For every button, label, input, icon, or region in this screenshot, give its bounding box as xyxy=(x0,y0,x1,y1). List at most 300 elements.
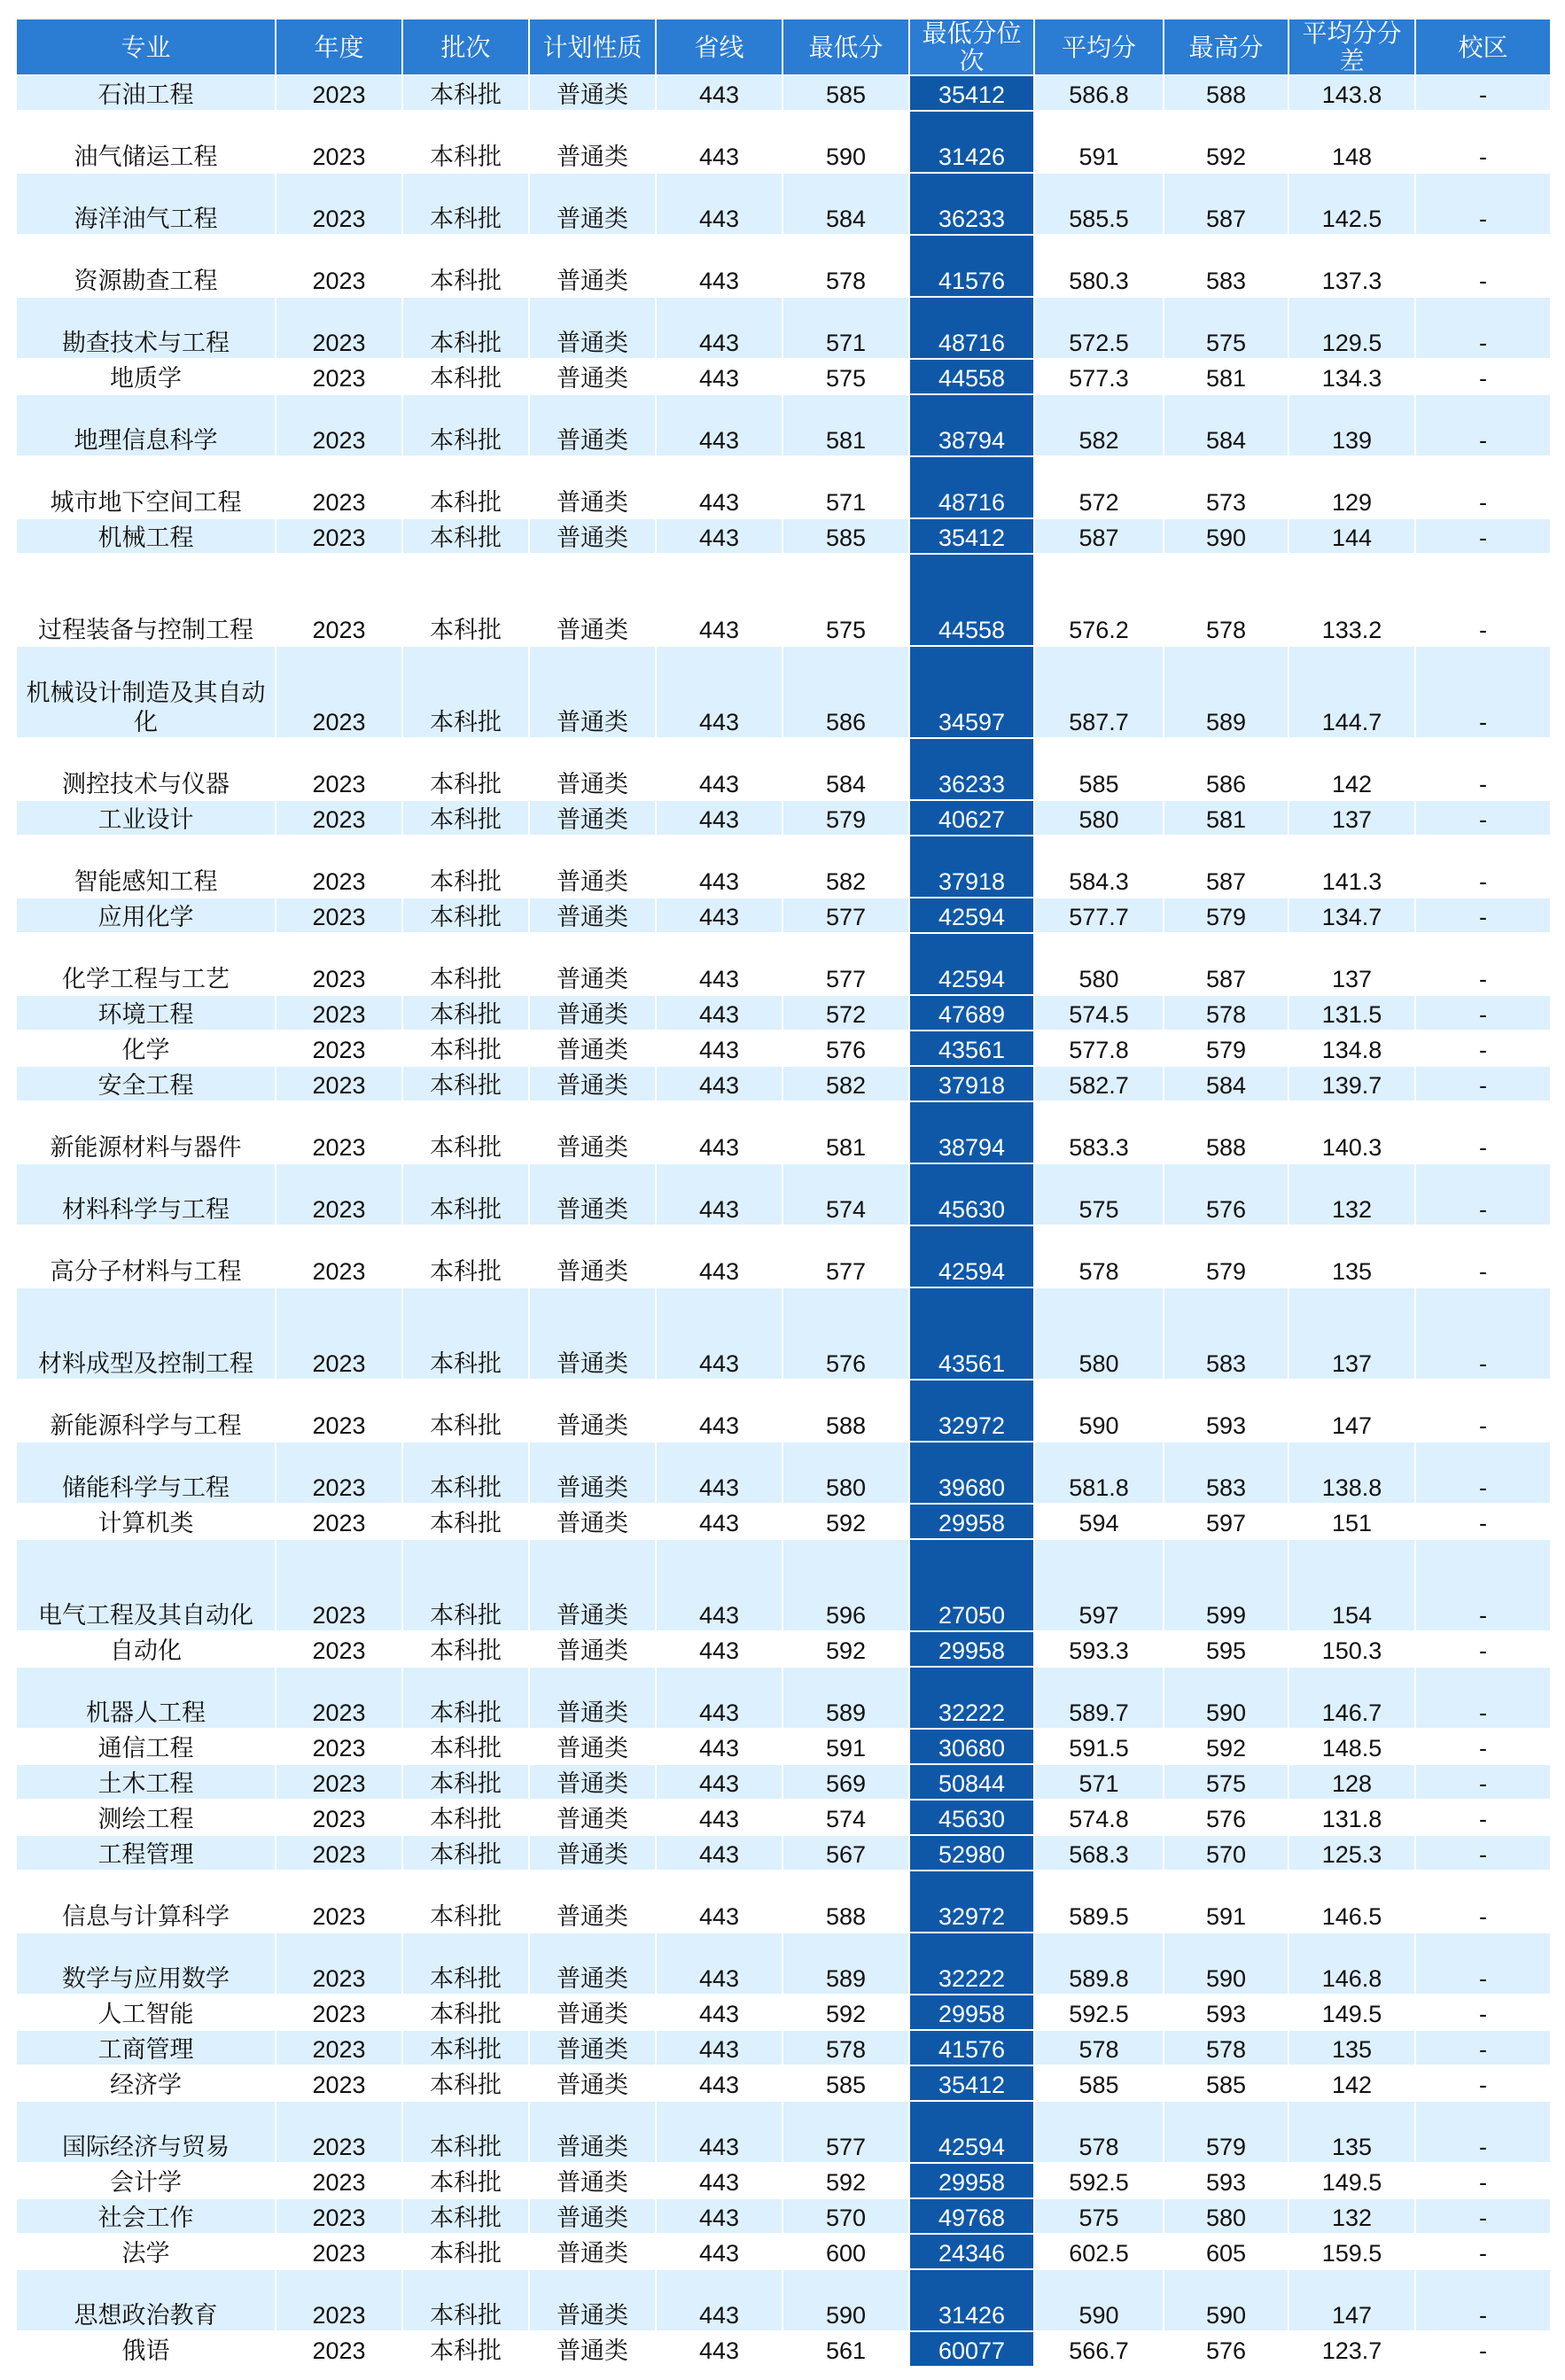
cell-max-score: 583 xyxy=(1164,1442,1289,1504)
cell-plan-type: 普通类 xyxy=(529,2269,656,2331)
table-row xyxy=(16,359,1551,394)
cell-avg-diff: 140.3 xyxy=(1289,1101,1415,1163)
cell-campus: - xyxy=(1415,738,1551,800)
cell-min-rank: 29958 xyxy=(909,1504,1034,1539)
cell-year: 2023 xyxy=(276,1380,402,1442)
cell-avg-score: 587 xyxy=(1034,518,1164,554)
cell-avg-score: 592.5 xyxy=(1034,1995,1164,2030)
cell-plan-type: 普通类 xyxy=(529,1800,656,1835)
cell-min-rank: 48716 xyxy=(909,297,1034,359)
cell-year: 2023 xyxy=(276,1442,402,1504)
cell-batch: 本科批 xyxy=(402,554,529,646)
cell-province-line: 443 xyxy=(656,2163,782,2198)
cell-major: 新能源科学与工程 xyxy=(16,1380,276,1442)
cell-campus: - xyxy=(1415,2065,1551,2101)
cell-plan-type: 普通类 xyxy=(529,1933,656,1995)
cell-avg-diff: 128 xyxy=(1289,1764,1415,1800)
cell-avg-score: 583.3 xyxy=(1034,1101,1164,1163)
table-row xyxy=(16,2331,1551,2367)
cell-min-rank: 29958 xyxy=(909,1631,1034,1667)
cell-min-score: 577 xyxy=(782,1225,909,1287)
cell-province-line: 443 xyxy=(656,1764,782,1800)
cell-avg-diff: 149.5 xyxy=(1289,2163,1415,2198)
cell-plan-type: 普通类 xyxy=(529,2030,656,2065)
cell-plan-type: 普通类 xyxy=(529,1995,656,2030)
cell-campus: - xyxy=(1415,1539,1551,1631)
cell-year: 2023 xyxy=(276,2234,402,2269)
cell-min-score: 581 xyxy=(782,1101,909,1163)
cell-max-score: 593 xyxy=(1164,1380,1289,1442)
cell-campus: - xyxy=(1415,1800,1551,1835)
cell-campus: - xyxy=(1415,111,1551,173)
cell-avg-diff: 146.7 xyxy=(1289,1667,1415,1729)
cell-min-rank: 32222 xyxy=(909,1667,1034,1729)
cell-min-rank: 38794 xyxy=(909,394,1034,456)
cell-avg-score: 580 xyxy=(1034,800,1164,836)
cell-plan-type: 普通类 xyxy=(529,1101,656,1163)
table-row xyxy=(16,2269,1551,2331)
cell-min-score: 582 xyxy=(782,1066,909,1101)
cell-max-score: 586 xyxy=(1164,738,1289,800)
table-header xyxy=(16,19,1551,75)
cell-campus: - xyxy=(1415,2331,1551,2367)
cell-major: 国际经济与贸易 xyxy=(16,2101,276,2163)
cell-max-score: 599 xyxy=(1164,1539,1289,1631)
cell-major: 智能感知工程 xyxy=(16,836,276,898)
cell-avg-score: 578 xyxy=(1034,1225,1164,1287)
cell-plan-type: 普通类 xyxy=(529,111,656,173)
table-row xyxy=(16,2065,1551,2101)
cell-province-line: 443 xyxy=(656,1995,782,2030)
cell-province-line: 443 xyxy=(656,518,782,554)
cell-batch: 本科批 xyxy=(402,1380,529,1442)
cell-campus: - xyxy=(1415,1225,1551,1287)
cell-province-line: 443 xyxy=(656,1539,782,1631)
cell-min-rank: 43561 xyxy=(909,1287,1034,1380)
cell-min-rank: 32972 xyxy=(909,1871,1034,1933)
cell-min-score: 592 xyxy=(782,1631,909,1667)
cell-plan-type: 普通类 xyxy=(529,1380,656,1442)
cell-max-score: 579 xyxy=(1164,1225,1289,1287)
cell-major: 储能科学与工程 xyxy=(16,1442,276,1504)
cell-min-score: 575 xyxy=(782,359,909,394)
cell-batch: 本科批 xyxy=(402,1163,529,1225)
cell-year: 2023 xyxy=(276,456,402,518)
cell-min-score: 592 xyxy=(782,1995,909,2030)
cell-province-line: 443 xyxy=(656,836,782,898)
cell-min-score: 574 xyxy=(782,1800,909,1835)
cell-min-rank: 49768 xyxy=(909,2198,1034,2234)
cell-major: 化学工程与工艺 xyxy=(16,933,276,995)
cell-min-rank: 30680 xyxy=(909,1729,1034,1764)
table-row xyxy=(16,836,1551,898)
cell-avg-diff: 132 xyxy=(1289,2198,1415,2234)
cell-min-rank: 36233 xyxy=(909,738,1034,800)
cell-min-score: 592 xyxy=(782,1504,909,1539)
table-row xyxy=(16,2101,1551,2163)
cell-campus: - xyxy=(1415,173,1551,235)
cell-min-rank: 34597 xyxy=(909,646,1034,738)
table-row xyxy=(16,1933,1551,1995)
cell-plan-type: 普通类 xyxy=(529,2101,656,2163)
cell-plan-type: 普通类 xyxy=(529,1835,656,1871)
cell-avg-diff: 137.3 xyxy=(1289,235,1415,297)
cell-plan-type: 普通类 xyxy=(529,1442,656,1504)
cell-batch: 本科批 xyxy=(402,646,529,738)
cell-campus: - xyxy=(1415,554,1551,646)
table-row xyxy=(16,75,1551,111)
cell-plan-type: 普通类 xyxy=(529,1163,656,1225)
cell-campus: - xyxy=(1415,1764,1551,1800)
cell-year: 2023 xyxy=(276,1504,402,1539)
cell-year: 2023 xyxy=(276,995,402,1031)
cell-avg-score: 578 xyxy=(1034,2030,1164,2065)
cell-province-line: 443 xyxy=(656,173,782,235)
table-row xyxy=(16,1539,1551,1631)
cell-min-score: 585 xyxy=(782,75,909,111)
cell-province-line: 443 xyxy=(656,2065,782,2101)
cell-year: 2023 xyxy=(276,933,402,995)
cell-year: 2023 xyxy=(276,1729,402,1764)
cell-batch: 本科批 xyxy=(402,2030,529,2065)
cell-batch: 本科批 xyxy=(402,111,529,173)
cell-campus: - xyxy=(1415,1066,1551,1101)
cell-major: 工商管理 xyxy=(16,2030,276,2065)
cell-province-line: 443 xyxy=(656,1871,782,1933)
cell-province-line: 443 xyxy=(656,898,782,933)
cell-max-score: 578 xyxy=(1164,2030,1289,2065)
cell-campus: - xyxy=(1415,1287,1551,1380)
cell-province-line: 443 xyxy=(656,1504,782,1539)
cell-plan-type: 普通类 xyxy=(529,554,656,646)
cell-major: 计算机类 xyxy=(16,1504,276,1539)
cell-major: 社会工作 xyxy=(16,2198,276,2234)
cell-province-line: 443 xyxy=(656,995,782,1031)
cell-campus: - xyxy=(1415,297,1551,359)
cell-year: 2023 xyxy=(276,1101,402,1163)
cell-major: 思想政治教育 xyxy=(16,2269,276,2331)
cell-max-score: 587 xyxy=(1164,933,1289,995)
cell-avg-diff: 125.3 xyxy=(1289,1835,1415,1871)
cell-max-score: 578 xyxy=(1164,554,1289,646)
cell-min-score: 571 xyxy=(782,456,909,518)
cell-province-line: 443 xyxy=(656,75,782,111)
cell-plan-type: 普通类 xyxy=(529,518,656,554)
table-row xyxy=(16,1764,1551,1800)
cell-major: 地质学 xyxy=(16,359,276,394)
cell-min-rank: 29958 xyxy=(909,2163,1034,2198)
cell-avg-diff: 134.3 xyxy=(1289,359,1415,394)
table-row xyxy=(16,173,1551,235)
cell-plan-type: 普通类 xyxy=(529,359,656,394)
table-row xyxy=(16,1380,1551,1442)
cell-province-line: 443 xyxy=(656,1800,782,1835)
cell-major: 资源勘查工程 xyxy=(16,235,276,297)
cell-year: 2023 xyxy=(276,2331,402,2367)
cell-batch: 本科批 xyxy=(402,1835,529,1871)
table-row xyxy=(16,2198,1551,2234)
cell-plan-type: 普通类 xyxy=(529,933,656,995)
cell-max-score: 589 xyxy=(1164,646,1289,738)
cell-avg-score: 589.5 xyxy=(1034,1871,1164,1933)
cell-year: 2023 xyxy=(276,2101,402,2163)
cell-avg-score: 586.8 xyxy=(1034,75,1164,111)
cell-major: 过程装备与控制工程 xyxy=(16,554,276,646)
cell-min-rank: 35412 xyxy=(909,2065,1034,2101)
cell-avg-score: 582 xyxy=(1034,394,1164,456)
cell-avg-score: 585 xyxy=(1034,738,1164,800)
cell-batch: 本科批 xyxy=(402,1287,529,1380)
cell-min-score: 590 xyxy=(782,2269,909,2331)
cell-avg-diff: 143.8 xyxy=(1289,75,1415,111)
cell-min-score: 577 xyxy=(782,933,909,995)
cell-major: 海洋油气工程 xyxy=(16,173,276,235)
cell-plan-type: 普通类 xyxy=(529,456,656,518)
cell-major: 人工智能 xyxy=(16,1995,276,2030)
cell-min-score: 590 xyxy=(782,111,909,173)
cell-avg-score: 580 xyxy=(1034,1287,1164,1380)
cell-year: 2023 xyxy=(276,2065,402,2101)
cell-max-score: 575 xyxy=(1164,297,1289,359)
cell-campus: - xyxy=(1415,1835,1551,1871)
cell-max-score: 593 xyxy=(1164,2163,1289,2198)
cell-min-score: 581 xyxy=(782,394,909,456)
cell-min-rank: 32222 xyxy=(909,1933,1034,1995)
cell-major: 石油工程 xyxy=(16,75,276,111)
cell-plan-type: 普通类 xyxy=(529,1504,656,1539)
cell-batch: 本科批 xyxy=(402,2269,529,2331)
table-row xyxy=(16,738,1551,800)
cell-max-score: 595 xyxy=(1164,1631,1289,1667)
column-header-year: 年度 xyxy=(276,19,402,75)
table-row xyxy=(16,1442,1551,1504)
cell-province-line: 443 xyxy=(656,111,782,173)
cell-avg-diff: 129 xyxy=(1289,456,1415,518)
cell-batch: 本科批 xyxy=(402,456,529,518)
cell-campus: - xyxy=(1415,800,1551,836)
cell-major: 城市地下空间工程 xyxy=(16,456,276,518)
cell-campus: - xyxy=(1415,2269,1551,2331)
cell-campus: - xyxy=(1415,1504,1551,1539)
cell-campus: - xyxy=(1415,1995,1551,2030)
cell-min-score: 588 xyxy=(782,1380,909,1442)
cell-avg-diff: 150.3 xyxy=(1289,1631,1415,1667)
cell-campus: - xyxy=(1415,1631,1551,1667)
cell-avg-score: 575 xyxy=(1034,1163,1164,1225)
cell-year: 2023 xyxy=(276,1631,402,1667)
cell-major: 高分子材料与工程 xyxy=(16,1225,276,1287)
cell-province-line: 443 xyxy=(656,2234,782,2269)
cell-avg-diff: 142 xyxy=(1289,738,1415,800)
cell-plan-type: 普通类 xyxy=(529,75,656,111)
cell-campus: - xyxy=(1415,1871,1551,1933)
cell-max-score: 584 xyxy=(1164,1066,1289,1101)
cell-max-score: 573 xyxy=(1164,456,1289,518)
cell-min-score: 571 xyxy=(782,297,909,359)
cell-campus: - xyxy=(1415,518,1551,554)
cell-year: 2023 xyxy=(276,297,402,359)
table-row xyxy=(16,1667,1551,1729)
cell-batch: 本科批 xyxy=(402,2234,529,2269)
cell-batch: 本科批 xyxy=(402,235,529,297)
cell-batch: 本科批 xyxy=(402,836,529,898)
cell-year: 2023 xyxy=(276,1835,402,1871)
cell-min-score: 570 xyxy=(782,2198,909,2234)
cell-major: 俄语 xyxy=(16,2331,276,2367)
cell-year: 2023 xyxy=(276,75,402,111)
cell-batch: 本科批 xyxy=(402,2163,529,2198)
table-row xyxy=(16,235,1551,297)
cell-plan-type: 普通类 xyxy=(529,2065,656,2101)
table-row xyxy=(16,111,1551,173)
cell-plan-type: 普通类 xyxy=(529,394,656,456)
cell-avg-score: 576.2 xyxy=(1034,554,1164,646)
table-row xyxy=(16,2234,1551,2269)
cell-max-score: 590 xyxy=(1164,2269,1289,2331)
cell-avg-score: 580 xyxy=(1034,933,1164,995)
cell-min-score: 600 xyxy=(782,2234,909,2269)
table-row xyxy=(16,898,1551,933)
cell-plan-type: 普通类 xyxy=(529,2234,656,2269)
cell-min-score: 589 xyxy=(782,1933,909,1995)
cell-max-score: 597 xyxy=(1164,1504,1289,1539)
cell-campus: - xyxy=(1415,1163,1551,1225)
cell-plan-type: 普通类 xyxy=(529,173,656,235)
column-header-major: 专业 xyxy=(16,19,276,75)
cell-avg-diff: 142.5 xyxy=(1289,173,1415,235)
cell-avg-diff: 144 xyxy=(1289,518,1415,554)
cell-min-score: 585 xyxy=(782,2065,909,2101)
cell-major: 安全工程 xyxy=(16,1066,276,1101)
cell-province-line: 443 xyxy=(656,456,782,518)
cell-year: 2023 xyxy=(276,111,402,173)
cell-major: 经济学 xyxy=(16,2065,276,2101)
cell-max-score: 591 xyxy=(1164,1871,1289,1933)
cell-major: 地理信息科学 xyxy=(16,394,276,456)
cell-batch: 本科批 xyxy=(402,2331,529,2367)
cell-plan-type: 普通类 xyxy=(529,2198,656,2234)
cell-avg-diff: 139.7 xyxy=(1289,1066,1415,1101)
cell-max-score: 590 xyxy=(1164,518,1289,554)
cell-min-score: 579 xyxy=(782,800,909,836)
cell-avg-diff: 135 xyxy=(1289,2030,1415,2065)
cell-min-score: 578 xyxy=(782,235,909,297)
cell-province-line: 443 xyxy=(656,1631,782,1667)
cell-batch: 本科批 xyxy=(402,933,529,995)
cell-major: 测控技术与仪器 xyxy=(16,738,276,800)
column-header-plan-type: 计划性质 xyxy=(529,19,656,75)
cell-avg-score: 602.5 xyxy=(1034,2234,1164,2269)
cell-avg-diff: 146.8 xyxy=(1289,1933,1415,1995)
cell-min-rank: 35412 xyxy=(909,518,1034,554)
cell-campus: - xyxy=(1415,75,1551,111)
table-row xyxy=(16,1835,1551,1871)
cell-avg-score: 577.3 xyxy=(1034,359,1164,394)
cell-major: 电气工程及其自动化 xyxy=(16,1539,276,1631)
cell-year: 2023 xyxy=(276,836,402,898)
column-header-campus: 校区 xyxy=(1415,19,1551,75)
cell-campus: - xyxy=(1415,359,1551,394)
cell-max-score: 581 xyxy=(1164,800,1289,836)
cell-avg-score: 572 xyxy=(1034,456,1164,518)
table-row xyxy=(16,995,1551,1031)
cell-min-rank: 24346 xyxy=(909,2234,1034,2269)
cell-plan-type: 普通类 xyxy=(529,1287,656,1380)
cell-batch: 本科批 xyxy=(402,738,529,800)
cell-max-score: 580 xyxy=(1164,2198,1289,2234)
cell-year: 2023 xyxy=(276,394,402,456)
cell-avg-score: 566.7 xyxy=(1034,2331,1164,2367)
cell-avg-score: 577.8 xyxy=(1034,1031,1164,1066)
cell-avg-score: 585.5 xyxy=(1034,173,1164,235)
cell-avg-diff: 135 xyxy=(1289,1225,1415,1287)
cell-province-line: 443 xyxy=(656,2198,782,2234)
cell-year: 2023 xyxy=(276,1163,402,1225)
cell-plan-type: 普通类 xyxy=(529,1871,656,1933)
cell-min-score: 584 xyxy=(782,173,909,235)
cell-major: 应用化学 xyxy=(16,898,276,933)
cell-year: 2023 xyxy=(276,1933,402,1995)
column-header-batch: 批次 xyxy=(402,19,529,75)
cell-min-rank: 31426 xyxy=(909,2269,1034,2331)
cell-year: 2023 xyxy=(276,359,402,394)
cell-campus: - xyxy=(1415,1031,1551,1066)
cell-min-rank: 42594 xyxy=(909,1225,1034,1287)
cell-campus: - xyxy=(1415,2163,1551,2198)
header-row xyxy=(16,19,1551,75)
cell-province-line: 443 xyxy=(656,2101,782,2163)
cell-major: 机器人工程 xyxy=(16,1667,276,1729)
cell-year: 2023 xyxy=(276,646,402,738)
cell-min-score: 580 xyxy=(782,1442,909,1504)
cell-avg-diff: 123.7 xyxy=(1289,2331,1415,2367)
cell-avg-diff: 139 xyxy=(1289,394,1415,456)
cell-year: 2023 xyxy=(276,518,402,554)
cell-batch: 本科批 xyxy=(402,297,529,359)
cell-major: 信息与计算科学 xyxy=(16,1871,276,1933)
cell-max-score: 576 xyxy=(1164,2331,1289,2367)
cell-plan-type: 普通类 xyxy=(529,1539,656,1631)
cell-min-rank: 48716 xyxy=(909,456,1034,518)
cell-major: 土木工程 xyxy=(16,1764,276,1800)
cell-campus: - xyxy=(1415,456,1551,518)
cell-plan-type: 普通类 xyxy=(529,1764,656,1800)
cell-plan-type: 普通类 xyxy=(529,1729,656,1764)
cell-avg-score: 580.3 xyxy=(1034,235,1164,297)
cell-min-score: 582 xyxy=(782,836,909,898)
cell-min-score: 561 xyxy=(782,2331,909,2367)
cell-max-score: 588 xyxy=(1164,1101,1289,1163)
cell-year: 2023 xyxy=(276,1667,402,1729)
cell-max-score: 579 xyxy=(1164,1031,1289,1066)
cell-major: 机械工程 xyxy=(16,518,276,554)
table-row xyxy=(16,2163,1551,2198)
cell-avg-score: 574.5 xyxy=(1034,995,1164,1031)
cell-year: 2023 xyxy=(276,738,402,800)
column-header-province-line: 省线 xyxy=(656,19,782,75)
cell-min-rank: 42594 xyxy=(909,898,1034,933)
cell-max-score: 587 xyxy=(1164,836,1289,898)
cell-major: 法学 xyxy=(16,2234,276,2269)
cell-min-rank: 37918 xyxy=(909,836,1034,898)
cell-batch: 本科批 xyxy=(402,1764,529,1800)
cell-avg-diff: 129.5 xyxy=(1289,297,1415,359)
cell-max-score: 592 xyxy=(1164,111,1289,173)
cell-province-line: 443 xyxy=(656,1933,782,1995)
cell-year: 2023 xyxy=(276,1539,402,1631)
cell-max-score: 579 xyxy=(1164,2101,1289,2163)
cell-major: 通信工程 xyxy=(16,1729,276,1764)
